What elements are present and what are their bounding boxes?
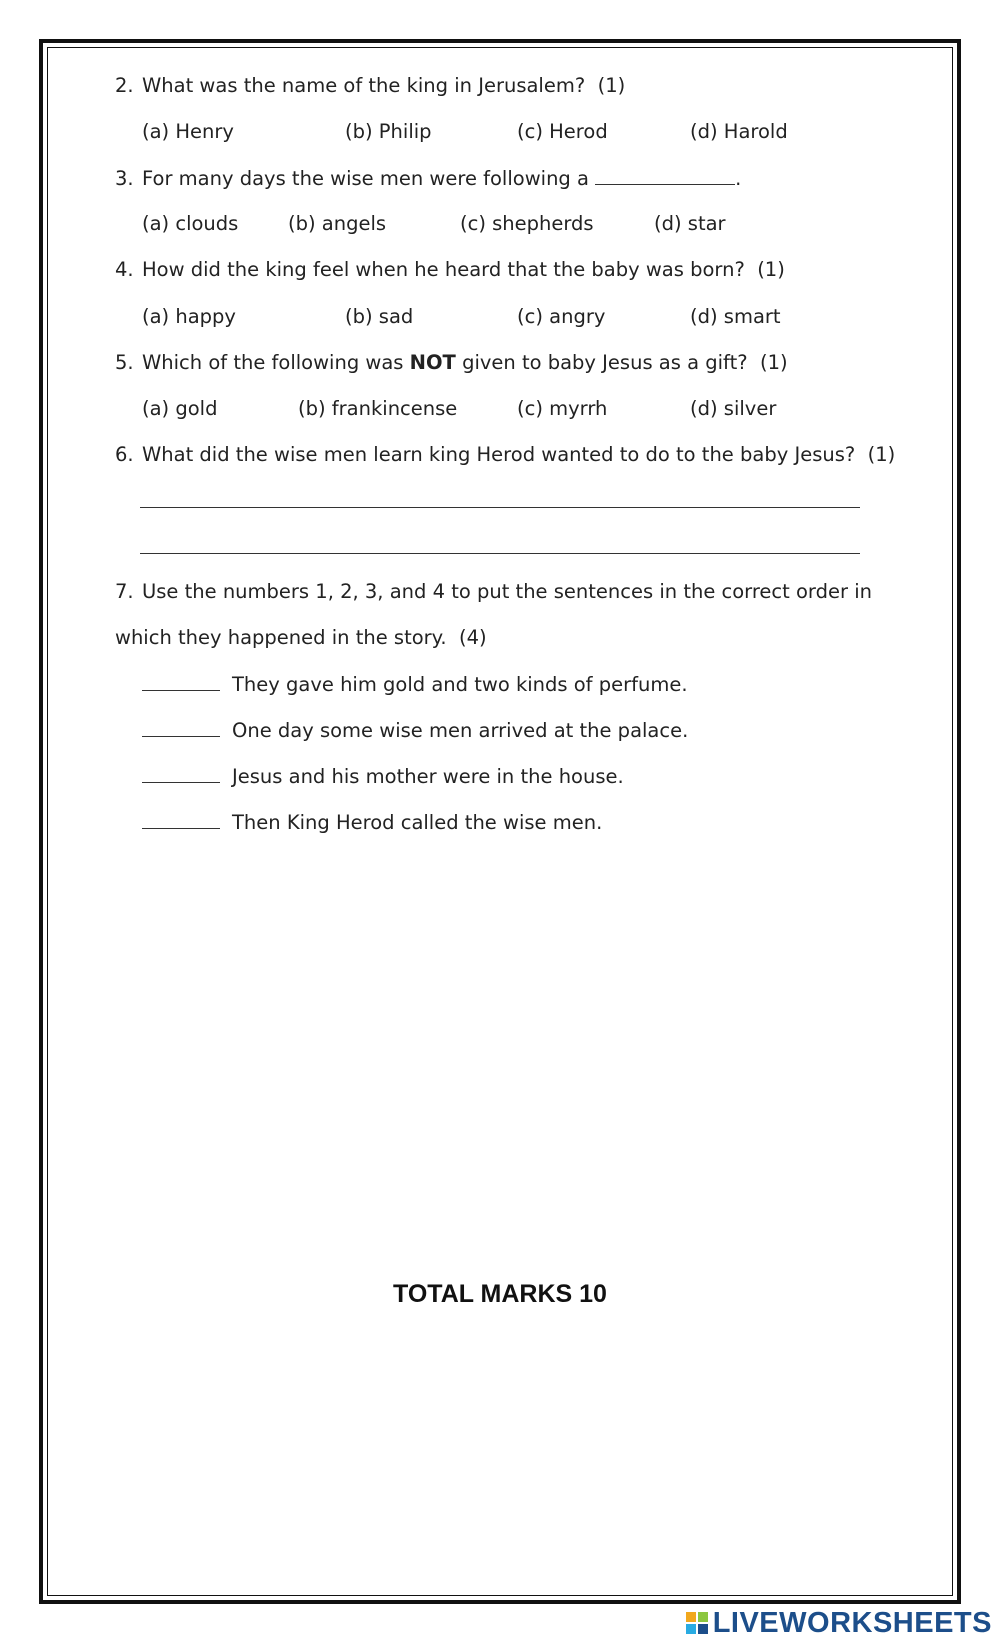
order-sentence: Jesus and his mother were in the house.	[232, 765, 624, 788]
question-number: 6.	[115, 443, 134, 466]
order-item-2	[142, 718, 688, 743]
question-text: What was the name of the king in Jerusalem?	[142, 74, 586, 97]
question-number: 7.	[115, 580, 134, 603]
question-marks: (1)	[597, 74, 626, 97]
q3-option-a[interactable]: (a) clouds	[142, 212, 239, 235]
question-number: 2.	[115, 74, 134, 97]
question-marks: (1)	[867, 443, 896, 466]
q3-option-c[interactable]: (c) shepherds	[460, 212, 594, 235]
order-item-1	[142, 672, 688, 697]
q5-option-a[interactable]: (a) gold	[142, 397, 218, 420]
question-number: 3.	[115, 167, 134, 190]
question-end: .	[735, 167, 742, 190]
q5-option-c[interactable]: (c) myrrh	[517, 397, 608, 420]
order-blank[interactable]	[142, 810, 220, 829]
q2-option-d[interactable]: (d) Harold	[690, 120, 788, 143]
question-7-line-1	[115, 580, 872, 604]
question-4	[115, 258, 785, 282]
question-marks: (4)	[459, 626, 487, 649]
question-5	[115, 351, 788, 375]
question-emphasis: NOT	[409, 351, 456, 374]
logo-blocks-icon	[686, 1612, 708, 1634]
question-7-line-2	[115, 626, 487, 650]
q5-option-b[interactable]: (b) frankincense	[298, 397, 458, 420]
q4-option-a[interactable]: (a) happy	[142, 305, 236, 328]
logo-block	[686, 1612, 696, 1622]
q5-option-d[interactable]: (d) silver	[690, 397, 777, 420]
liveworksheets-logo	[686, 1606, 992, 1640]
order-sentence: One day some wise men arrived at the palace.	[232, 719, 689, 742]
fill-in-blank[interactable]	[595, 166, 735, 185]
order-blank[interactable]	[142, 764, 220, 783]
logo-block	[698, 1612, 708, 1622]
question-text: which they happened in the story.	[115, 626, 447, 649]
question-2	[115, 74, 625, 98]
logo-block	[686, 1624, 696, 1634]
answer-line-1[interactable]	[140, 507, 860, 508]
q4-option-d[interactable]: (d) smart	[690, 305, 781, 328]
logo-block	[698, 1624, 708, 1634]
q2-option-c[interactable]: (c) Herod	[517, 120, 608, 143]
question-text: given to baby Jesus as a gift?	[462, 351, 748, 374]
order-sentence: Then King Herod called the wise men.	[232, 811, 603, 834]
logo-text: LIVEWORKSHEETS	[712, 1606, 992, 1639]
total-marks: TOTAL MARKS 10	[393, 1280, 607, 1308]
question-marks: (1)	[759, 351, 788, 374]
q2-option-a[interactable]: (a) Henry	[142, 120, 234, 143]
q2-option-b[interactable]: (b) Philip	[345, 120, 432, 143]
q3-option-d[interactable]: (d) star	[654, 212, 726, 235]
question-text: What did the wise men learn king Herod wanted to do to the baby Jesus?	[142, 443, 856, 466]
order-blank[interactable]	[142, 672, 220, 691]
q3-option-b[interactable]: (b) angels	[288, 212, 387, 235]
question-marks: (1)	[757, 258, 785, 281]
question-text: Use the numbers 1, 2, 3, and 4 to put the sentences in the correct order in	[142, 580, 872, 603]
question-number: 5.	[115, 351, 134, 374]
question-text: For many days the wise men were following a	[142, 167, 589, 190]
order-sentence: They gave him gold and two kinds of perfume.	[232, 673, 688, 696]
order-item-4	[142, 810, 602, 835]
question-3	[115, 166, 741, 191]
question-text: How did the king feel when he heard that the baby was born?	[142, 258, 745, 281]
answer-line-2[interactable]	[140, 553, 860, 554]
order-item-3	[142, 764, 624, 789]
q4-option-b[interactable]: (b) sad	[345, 305, 414, 328]
q4-option-c[interactable]: (c) angry	[517, 305, 606, 328]
question-6	[115, 443, 895, 467]
order-blank[interactable]	[142, 718, 220, 737]
question-text: Which of the following was	[142, 351, 404, 374]
question-number: 4.	[115, 258, 134, 281]
